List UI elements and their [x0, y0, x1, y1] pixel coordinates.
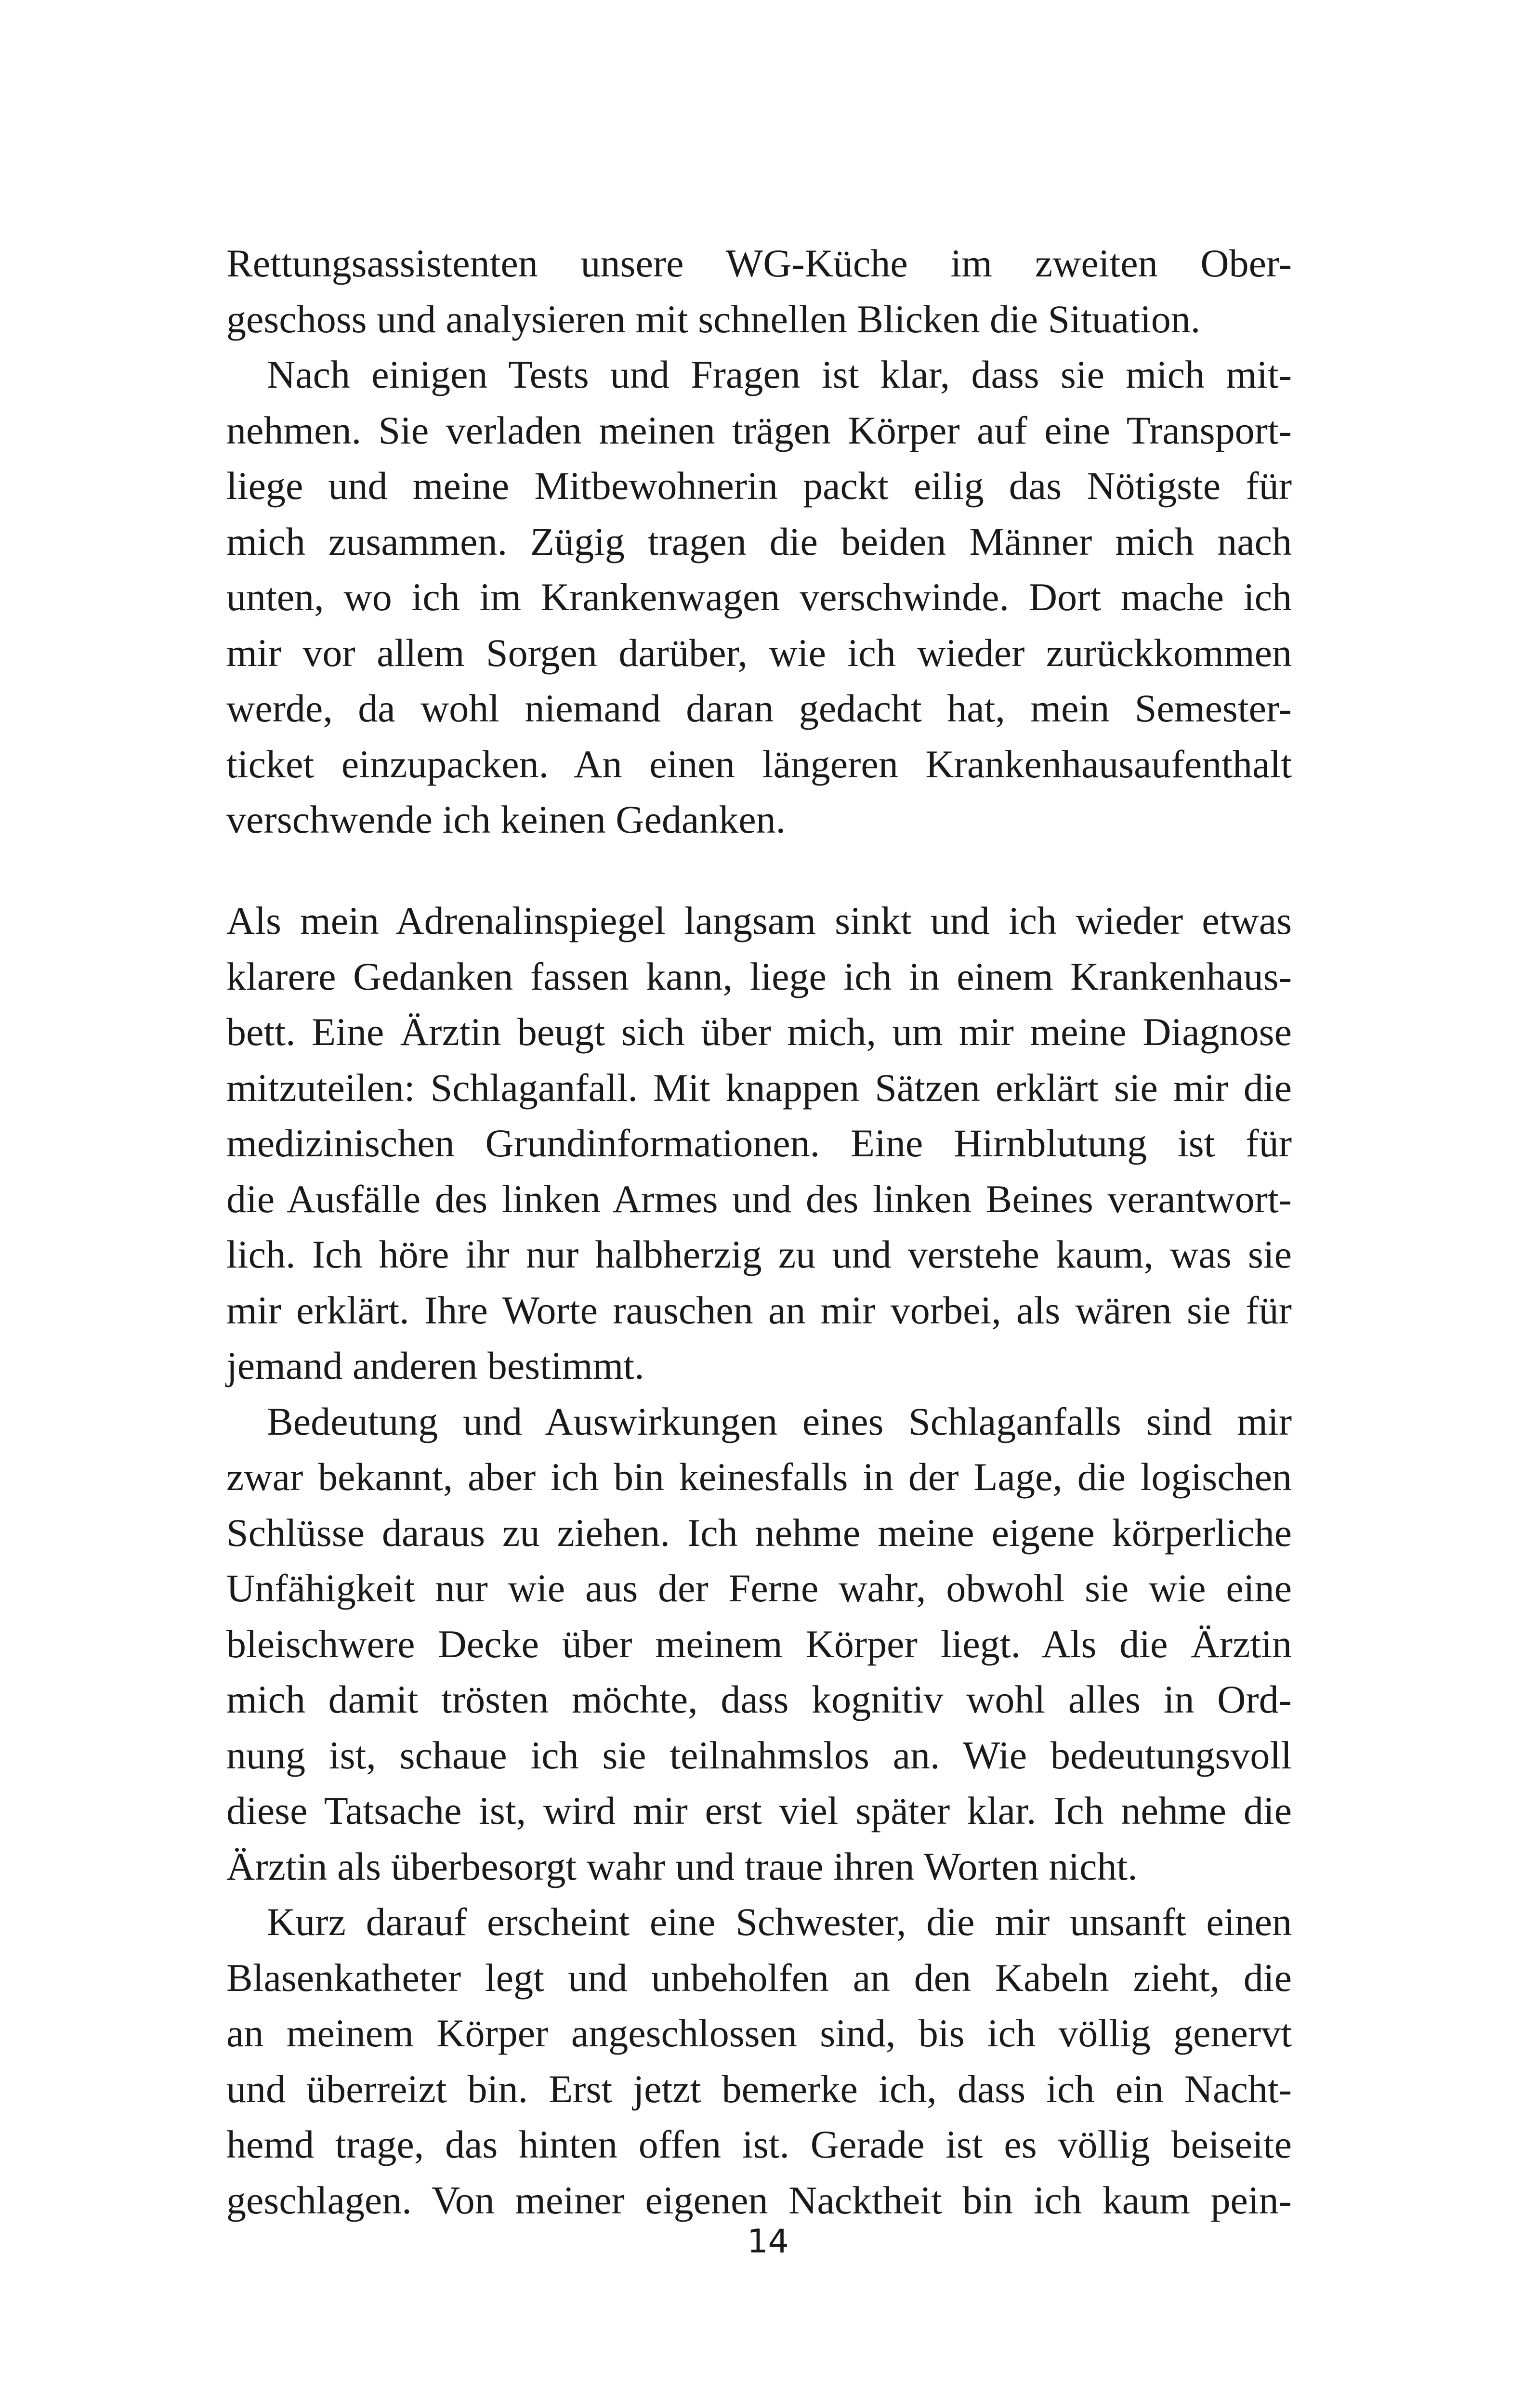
text-line: Rettungsassistenten unsere WG-Küche im zweiten Ober-: [226, 241, 1292, 285]
text-section-2: [226, 893, 1292, 2228]
text-line: und überreizt bin. Erst jetzt bemerke ich, dass ich ein Nacht-: [226, 2067, 1292, 2111]
text-line: Als mein Adrenalinspiegel langsam sinkt und ich wieder etwas: [226, 899, 1292, 942]
text-line: unten, wo ich im Krankenwagen verschwinde. Dort mache ich: [226, 575, 1292, 619]
text-line: medizinischen Grundinformationen. Eine Hirnblutung ist für: [226, 1121, 1292, 1165]
text-line: Nach einigen Tests und Fragen ist klar, dass sie mich mit-: [267, 353, 1292, 396]
text-line: mich zusammen. Zügig tragen die beiden Männer mich nach: [226, 519, 1292, 563]
text-line: bett. Eine Ärztin beugt sich über mich, um mir meine Diagnose: [226, 1010, 1292, 1054]
text-line: verschwende ich keinen Gedanken.: [226, 798, 786, 841]
text-line: mich damit trösten möchte, dass kognitiv wohl alles in Ord-: [226, 1677, 1292, 1721]
text-line: lich. Ich höre ihr nur halbherzig zu und verstehe kaum, was sie: [226, 1232, 1292, 1276]
text-line: geschlagen. Von meiner eigenen Nacktheit bin ich kaum pein-: [226, 2178, 1292, 2222]
text-line: Schlüsse daraus zu ziehen. Ich nehme meine eigene körperliche: [226, 1510, 1292, 1555]
text-line: die Ausfälle des linken Armes und des linken Beines verantwort-: [226, 1177, 1292, 1221]
text-line: ticket einzupacken. An einen längeren Krankenhausaufenthalt: [226, 742, 1292, 786]
text-line: Kurz darauf erscheint eine Schwester, die mir unsanft einen: [267, 1900, 1292, 1944]
text-line: liege und meine Mitbewohnerin packt eilig das Nötigste für: [226, 464, 1292, 508]
text-line: Bedeutung und Auswirkungen eines Schlaganfalls sind mir: [267, 1399, 1292, 1443]
page-number: 14: [747, 2223, 789, 2261]
text-line: bleischwere Decke über meinem Körper liegt. Als die Ärztin: [226, 1622, 1292, 1666]
text-section-1: [226, 236, 1292, 848]
text-line: mir vor allem Sorgen darüber, wie ich wieder zurückkommen: [226, 630, 1292, 675]
text-line: Blasenkatheter legt und unbeholfen an den Kabeln zieht, die: [226, 1955, 1292, 2000]
text-line: diese Tatsache ist, wird mir erst viel später klar. Ich nehme die: [226, 1789, 1292, 1832]
text-line: hemd trage, das hinten offen ist. Gerade ist es völlig beiseite: [226, 2122, 1292, 2166]
text-line: an meinem Körper angeschlossen sind, bis ich völlig genervt: [226, 2011, 1292, 2055]
text-line: werde, da wohl niemand daran gedacht hat, mein Semester-: [226, 686, 1292, 730]
text-line: Ärztin als überbesorgt wahr und traue ihren Worten nicht.: [226, 1844, 1138, 1888]
text-line: mitzuteilen: Schlaganfall. Mit knappen Sätzen erklärt sie mir die: [226, 1065, 1292, 1110]
text-line: nehmen. Sie verladen meinen trägen Körper auf eine Transport-: [226, 408, 1292, 452]
text-line: jemand anderen bestimmt.: [226, 1344, 644, 1387]
text-line: mir erklärt. Ihre Worte rauschen an mir vorbei, als wären sie für: [226, 1288, 1292, 1332]
text-line: Unfähigkeit nur wie aus der Ferne wahr, obwohl sie wie eine: [226, 1566, 1292, 1610]
text-line: geschoss und analysieren mit schnellen Blicken die Situation.: [226, 297, 1201, 341]
text-line: klarere Gedanken fassen kann, liege ich in einem Krankenhaus-: [226, 954, 1292, 998]
text-line: nung ist, schaue ich sie teilnahmslos an. Wie bedeutungsvoll: [226, 1733, 1292, 1777]
text-line: zwar bekannt, aber ich bin keinesfalls in der Lage, die logischen: [226, 1455, 1292, 1499]
